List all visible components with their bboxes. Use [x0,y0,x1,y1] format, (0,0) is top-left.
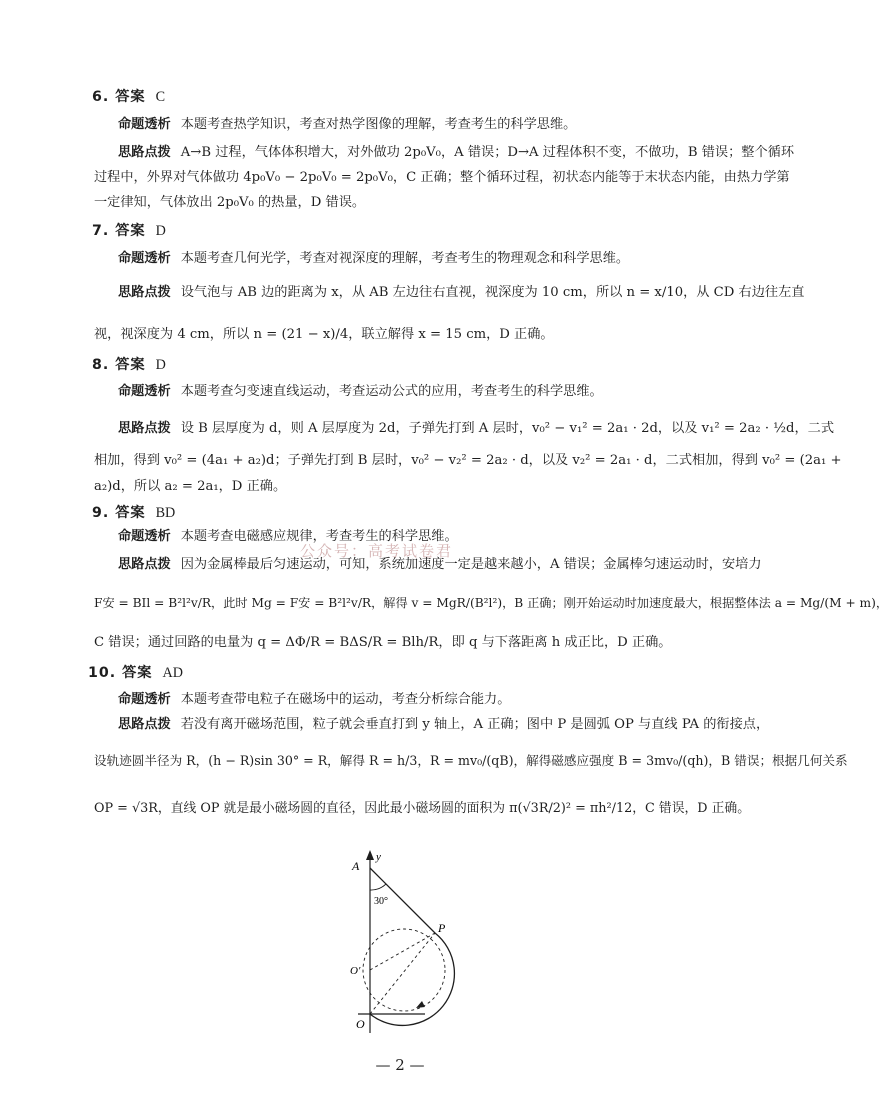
watermark: 公众号：高考试卷君 [300,542,454,560]
item-6-line-3: 过程中，外界对气体做功 4p₀V₀ − 2p₀V₀ = 2p₀V₀，C 正确；整个循环过程，初状态内能等于末状态内能，由热力学第 [94,170,790,185]
item-7-line-3: 视，视深度为 4 cm，所以 n = (21 − x)/4，联立解得 x = 15 cm，D 正确。 [94,327,554,342]
item-9-line-3: F安 = BIl = B²l²v/R，此时 Mg = F安 = B²l²v/R，解得 v = MgR/(B²l²)，B 正确；刚开始运动时加速度最大，根据整体法 a = Mg/(M + m)， [94,596,888,610]
label-y: y [376,851,381,863]
label-angle: 30° [374,896,388,907]
magnetic-field-figure [330,848,470,1038]
label-p: P [438,921,446,935]
item-8-line-2: 思路点拨 设 B 层厚度为 d，则 A 层厚度为 2d，子弹先打到 A 层时，v₀² − v₁² = 2a₁ · 2d，以及 v₁² = 2a₂ · ½d，二式 [118,421,835,436]
trajectory-arrow [416,1001,425,1008]
item-8-line-4: a₂)d，所以 a₂ = 2a₁，D 正确。 [94,479,287,494]
item-6-line-2: 思路点拨 A→B 过程，气体体积增大，对外做功 2p₀V₀，A 错误；D→A 过程体积不变，不做功，B 错误；整个循环 [118,145,795,160]
label-a: A [352,859,360,873]
item-6-line-1: 命题透析 本题考查热学知识，考查对热学图像的理解，考查考生的科学思维。 [118,117,577,132]
item-9-line-1: 命题透析 本题考查电磁感应规律，考查考生的科学思维。 [118,529,458,544]
line-o-prime-p [370,933,435,970]
y-axis-arrow [366,850,374,860]
answer-10: 10. 答案 AD [88,665,183,681]
answer-7: 7. 答案 D [92,223,166,239]
item-10-line-2: 思路点拨 若没有离开磁场范围，粒子就会垂直打到 y 轴上，A 正确；图中 P 是圆弧 OP 与直线 PA 的衔接点， [118,717,770,732]
min-field-circle [363,929,445,1011]
angle-arc [370,884,386,890]
answer-9: 9. 答案 BD [92,505,176,521]
item-9-line-2: 思路点拨 因为金属棒最后匀速运动，可知，系统加速度一定是越来越小，A 错误；金属棒匀速运动时，安培力 [118,557,762,572]
answer-8: 8. 答案 D [92,357,166,373]
page-number: — 2 — [375,1056,425,1074]
item-10-line-1: 命题透析 本题考查带电粒子在磁场中的运动，考查分析综合能力。 [118,692,511,707]
item-7-line-1: 命题透析 本题考查几何光学，考查对视深度的理解，考查考生的物理观念和科学思维。 [118,251,630,266]
answer-6: 6. 答案 C [92,89,166,105]
item-10-line-3: 设轨迹圆半径为 R，(h − R)sin 30° = R，解得 R = h/3，R = mv₀/(qB)，解得磁感应强度 B = 3mv₀/(qh)，B 错误；根据几何关系 [94,753,848,768]
item-7-line-2: 思路点拨 设气泡与 AB 边的距离为 x，从 AB 左边往右直视，视深度为 10 cm，所以 n = x/10，从 CD 右边往左直 [118,285,805,300]
item-8-line-1: 命题透析 本题考查匀变速直线运动，考查运动公式的应用，考查考生的科学思维。 [118,384,603,399]
particle-trajectory [370,868,454,1025]
item-10-line-4: OP = √3R，直线 OP 就是最小磁场圆的直径，因此最小磁场圆的面积为 π(√3R/2)² = πh²/12，C 错误，D 正确。 [94,801,751,816]
label-origin: O [356,1017,365,1031]
item-8-line-3: 相加，得到 v₀² = (4a₁ + a₂)d；子弹先打到 B 层时，v₀² − v₂² = 2a₂ · d，以及 v₂² = 2a₁ · d，二式相加，得到 v₀² = (2a₁ + [94,453,842,468]
line-op [370,933,435,1014]
label-center: O′ [350,965,361,977]
item-9-line-4: C 错误；通过回路的电量为 q = ΔΦ/R = BΔS/R = Blh/R，即 q 与下落距离 h 成正比，D 正确。 [94,635,672,650]
item-6-line-4: 一定律知，气体放出 2p₀V₀ 的热量，D 错误。 [94,195,366,210]
